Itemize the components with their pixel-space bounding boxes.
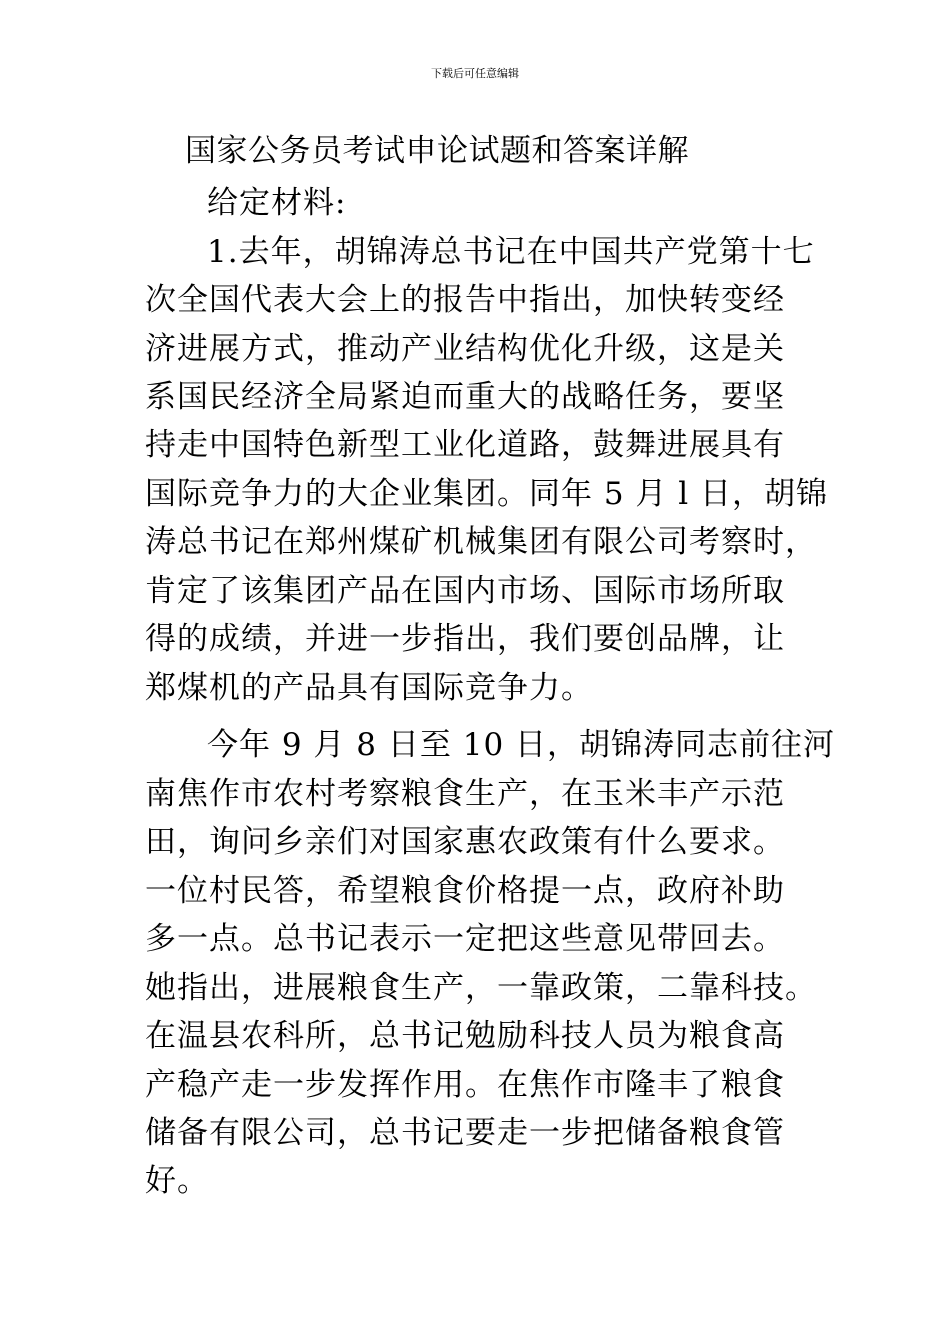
paragraph-line: 涛总书记在郑州煤矿机械集团有限公司考察时，: [145, 524, 817, 560]
paragraph-line: 今年 9 月 8 日至 10 日，胡锦涛同志前往河: [207, 727, 836, 763]
paragraph-line: 田，询问乡亲们对国家惠农政策有什么要求。: [145, 824, 785, 860]
paragraph-line: 好。: [145, 1163, 209, 1199]
paragraph-line: 产稳产走一步发挥作用。在焦作市隆丰了粮食: [145, 1067, 785, 1103]
paragraph-line: 国际竞争力的大企业集团。同年 5 月 l 日，胡锦: [145, 476, 829, 512]
paragraph-line: 持走中国特色新型工业化道路，鼓舞进展具有: [145, 427, 785, 463]
paragraph-line: 她指出，进展粮食生产，一靠政策，二靠科技。: [145, 970, 817, 1006]
section-label: 给定材料:: [207, 185, 347, 221]
paragraph-line: 郑煤机的产品具有国际竞争力。: [145, 670, 593, 706]
paragraph-line: 在温县农科所，总书记勉励科技人员为粮食高: [145, 1018, 785, 1054]
header-note: 下载后可任意编辑: [431, 67, 519, 80]
document-title: 国家公务员考试申论试题和答案详解: [185, 133, 689, 169]
paragraph-line: 系国民经济全局紧迫而重大的战略任务，要坚: [145, 379, 785, 415]
paragraph-line: 1.去年，胡锦涛总书记在中国共产党第十七: [207, 234, 815, 270]
paragraph-line: 济进展方式，推动产业结构优化升级，这是关: [145, 331, 785, 367]
paragraph-line: 肯定了该集团产品在国内市场、国际市场所取: [145, 573, 785, 609]
paragraph-line: 一位村民答，希望粮食价格提一点，政府补助: [145, 873, 785, 909]
paragraph-line: 储备有限公司，总书记要走一步把储备粮食管: [145, 1115, 785, 1151]
paragraph-line: 次全国代表大会上的报告中指出，加快转变经: [145, 282, 785, 318]
paragraph-line: 多一点。总书记表示一定把这些意见带回去。: [145, 921, 785, 957]
paragraph-line: 得的成绩，并进一步指出，我们要创品牌，让: [145, 621, 785, 657]
paragraph-line: 南焦作市农村考察粮食生产，在玉米丰产示范: [145, 776, 785, 812]
